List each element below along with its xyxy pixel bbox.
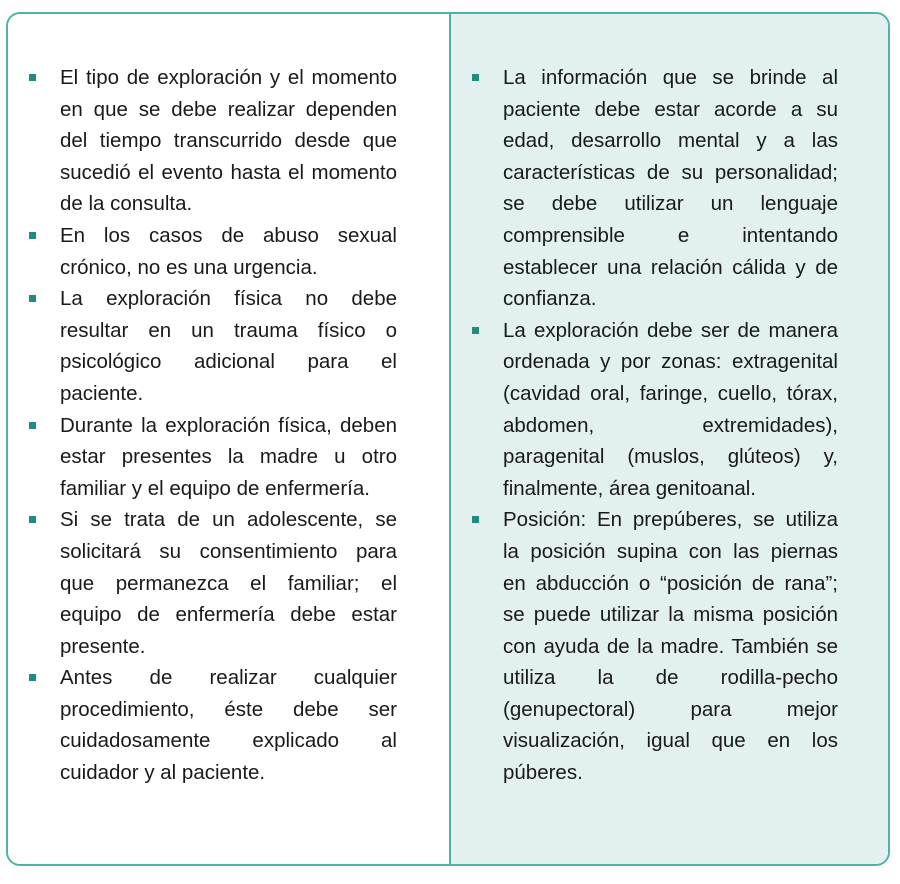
list-item-text: La exploración debe ser de manera ordenada y por zonas: extragenital (cavidad oral, faringe, cuello, tórax, abdomen, extremidades), paragenital (muslos, glúteos) y, finalmente, área genitoanal. — [503, 318, 838, 500]
list-item-text: Posición: En prepúberes, se utiliza la posición supina con las piernas en abducción o “posición de rana”; se puede utilizar la misma posición con ayuda de la madre. También se utiliza la de rodilla-pecho (genupectoral) para mejor visualización, igual que en los púberes. — [503, 508, 838, 785]
list-item — [26, 504, 397, 662]
square-bullet-icon — [29, 674, 36, 681]
list-item — [469, 504, 838, 788]
list-item-text: La información que se brinde al paciente debe estar acorde a su edad, desarrollo mental y a las características de su personalidad; se debe utilizar un lenguaje comprensible e intentando establecer una relación cálida y de confianza. — [503, 66, 838, 311]
list-item — [26, 410, 397, 505]
list-item — [469, 315, 838, 505]
left-bullet-list — [26, 62, 397, 789]
list-item — [26, 62, 397, 220]
square-bullet-icon — [472, 516, 479, 523]
list-item-text: En los casos de abuso sexual crónico, no es una urgencia. — [60, 223, 397, 279]
square-bullet-icon — [29, 295, 36, 302]
list-item-text: El tipo de exploración y el momento en que se debe realizar dependen del tiempo transcurrido desde que sucedió el evento hasta el momento de la consulta. — [60, 66, 397, 216]
list-item-text: Durante la exploración física, deben estar presentes la madre u otro familiar y el equipo de enfermería. — [60, 413, 397, 500]
square-bullet-icon — [29, 516, 36, 523]
list-item-text: Antes de realizar cualquier procedimiento, éste debe ser cuidadosamente explicado al cuidador y al paciente. — [60, 666, 397, 785]
right-bullet-list — [469, 62, 838, 789]
square-bullet-icon — [472, 327, 479, 334]
square-bullet-icon — [472, 74, 479, 81]
list-item — [26, 220, 397, 283]
list-item-text: La exploración física no debe resultar en un trauma físico o psicológico adicional para el paciente. — [60, 287, 397, 405]
square-bullet-icon — [29, 232, 36, 239]
info-box — [6, 12, 890, 866]
square-bullet-icon — [29, 422, 36, 429]
list-item-text: Si se trata de un adolescente, se solicitará su consentimiento para que permanezca el familiar; el equipo de enfermería debe estar presente. — [60, 508, 397, 658]
left-column — [8, 14, 451, 864]
list-item — [26, 662, 397, 788]
list-item — [26, 283, 397, 409]
list-item — [469, 62, 838, 315]
right-column — [451, 14, 888, 864]
square-bullet-icon — [29, 74, 36, 81]
